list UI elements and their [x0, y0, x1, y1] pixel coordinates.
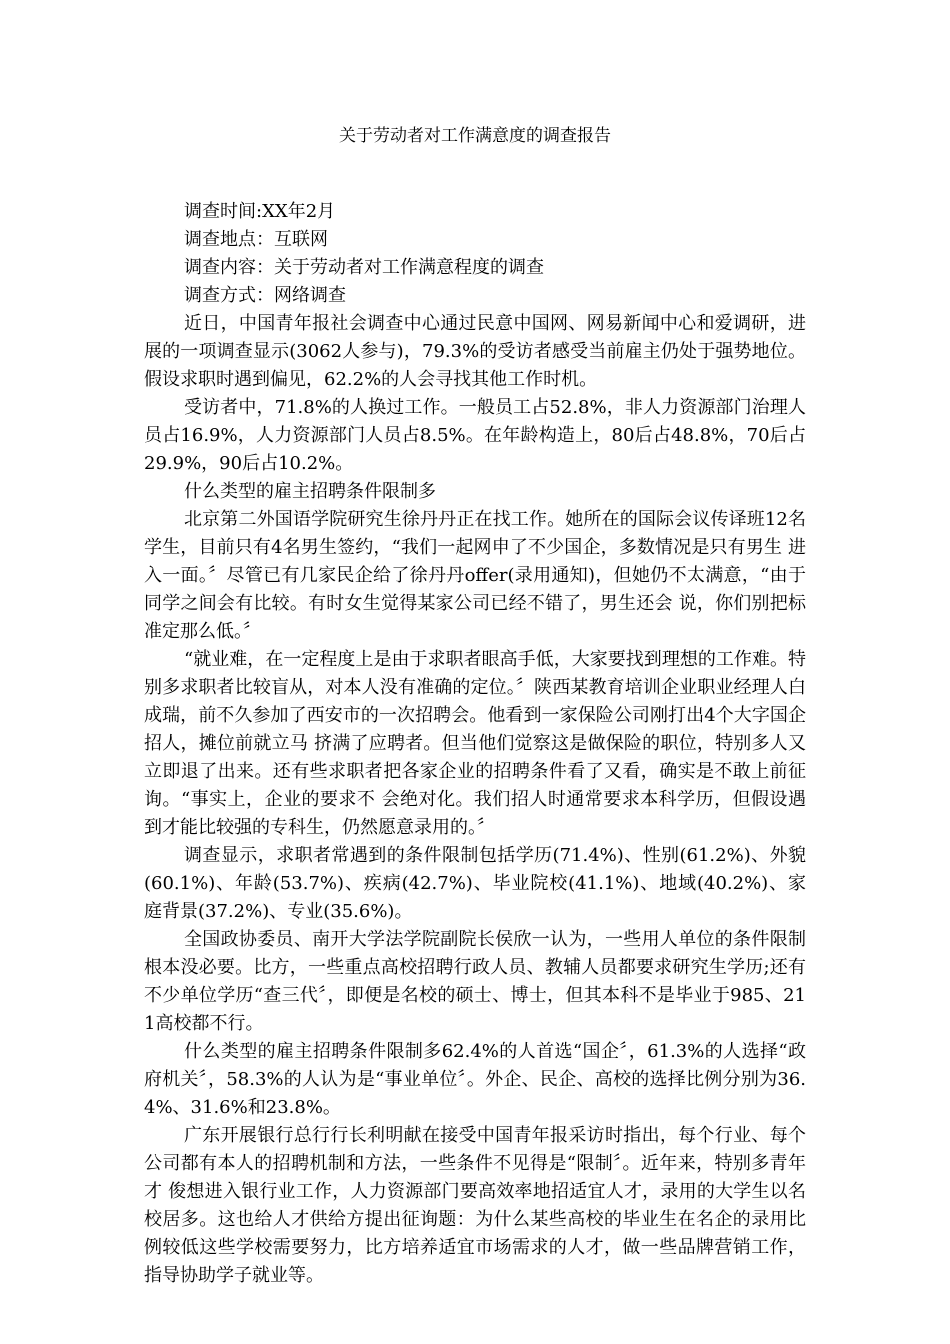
- paragraph-restrictions-stats: 调查显示，求职者常遇到的条件限制包括学历(71.4%)、性别(61.2%)、外貌(60.1%)、年龄(53.7%)、疾病(42.7%)、毕业院校(41.1%)、地域(40.2%)、家庭背景(37.2%)、专业(35.6%)。: [144, 845, 806, 922]
- survey-method: 调查方式：网络调查: [184, 285, 346, 306]
- paragraph-bank-president: 广东开展银行总行行长利明献在接受中国青年报采访时指出，每个行业、每个公司都有本人的招聘机制和方法，一些条件不见得是“限制〞。近年来，特别多青年才 俊想进入银行业工作，人力资源部门要高效率地招适宜人才，录用的大学生以名校居多。这也给人才供给方提出征询题：为什么某些高校的毕业生在名企的录用比例较低这些学校需要努力，比方培养适宜市场需求的人才，做一些品牌营销工作，指导协助学子就业等。: [144, 1125, 806, 1286]
- paragraph-employer-choice: 什么类型的雇主招聘条件限制多62.4%的人首选“国企〞，61.3%的人选择“政府机关〞，58.3%的人认为是“事业单位〞。外企、民企、高校的选择比例分别为36.4%、31.6%和23.8%。: [144, 1041, 806, 1118]
- paragraph-student-case: 北京第二外国语学院研究生徐丹丹正在找工作。她所在的国际会议传译班12名学生，目前只有4名男生签约，“我们一起网申了不少国企，多数情况是只有男生 进入一面。〞尽管已有几家民企给了徐丹丹offer(录用通知)，但她仍不太满意，“由于同学之间会有比较。有时女生觉得某家公司已经不错了，男生还会 说，你们别把标准定那么低。〞: [144, 509, 806, 642]
- survey-time: 调查时间:XX年2月: [184, 201, 336, 222]
- paragraph-cppcc-opinion: 全国政协委员、南开大学法学院副院长侯欣一认为，一些用人单位的条件限制根本没必要。比方，一些重点高校招聘行政人员、教辅人员都要求研究生学历;还有不少单位学历“查三代〞，即便是名校的硕士、博士，但其本科不是毕业于985、211高校都不行。: [144, 929, 806, 1034]
- paragraph-employment-difficulty: “就业难，在一定程度上是由于求职者眼高手低，大家要找到理想的工作难。特别多求职者比较盲从，对本人没有准确的定位。〞陕西某教育培训企业职业经理人白成瑞，前不久参加了西安市的一次招聘会。他看到一家保险公司刚打出4个大字国企招人，摊位前就立马 挤满了应聘者。但当他们觉察这是做保险的职位，特别多人又立即退了出来。还有些求职者把各家企业的招聘条件看了又看，确实是不敢上前征询。“事实上，企业的要求不 会绝对化。我们招人时通常要求本科学历，但假设遇到才能比较强的专科生，仍然愿意录用的。〞: [144, 649, 806, 838]
- survey-content: 调查内容：关于劳动者对工作满意程度的调查: [184, 257, 544, 278]
- document-body: [144, 198, 806, 1290]
- document-title: 关于劳动者对工作满意度的调查报告: [339, 126, 611, 146]
- paragraph-respondents: 受访者中，71.8%的人换过工作。一般员工占52.8%，非人力资源部门治理人员占16.9%，人力资源部门人员占8.5%。在年龄构造上，80后占48.8%，70后占29.9%，90后占10.2%。: [144, 397, 806, 474]
- section-heading-employer-types: 什么类型的雇主招聘条件限制多: [184, 481, 436, 502]
- survey-location: 调查地点：互联网: [184, 229, 328, 250]
- paragraph-intro: 近日，中国青年报社会调查中心通过民意中国网、网易新闻中心和爱调研，进展的一项调查显示(3062人参与)，79.3%的受访者感受当前雇主仍处于强势地位。假设求职时遇到偏见，62.2%的人会寻找其他工作时机。: [144, 313, 806, 390]
